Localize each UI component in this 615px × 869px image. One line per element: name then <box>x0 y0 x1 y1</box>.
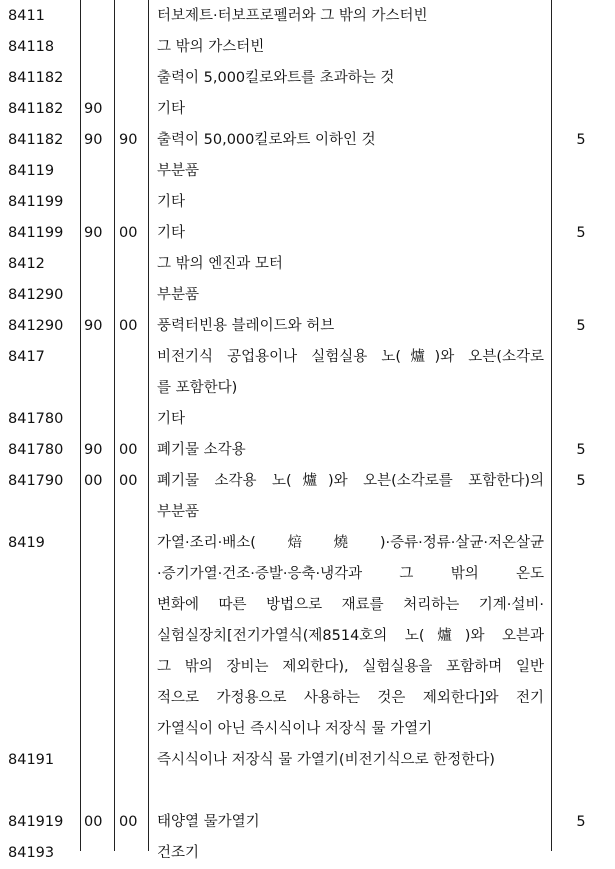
item-description: 실험실장치[전기가열식(제8514호의 노(爐)와 오븐과 <box>157 628 544 644</box>
hs-code: 841290 <box>8 318 64 334</box>
column-divider <box>114 0 115 851</box>
hs-code: 841199 <box>8 225 64 241</box>
item-description: 폐기물 소각용 <box>157 442 246 458</box>
tariff-rate: 5 <box>576 814 586 830</box>
hs-code: 841780 <box>8 411 64 427</box>
sub-code-2: 90 <box>119 132 138 148</box>
hs-code: 84191 <box>8 752 55 768</box>
item-description: 즉시식이나 저장식 물 가열기(비전기식으로 한정한다) <box>157 752 495 768</box>
hs-code: 8411 <box>8 8 45 24</box>
item-description: 풍력터빈용 블레이드와 허브 <box>157 318 335 334</box>
hs-code: 841182 <box>8 70 64 86</box>
item-description: 그 밖의 가스터빈 <box>157 39 265 55</box>
item-description: 부분품 <box>157 163 200 179</box>
item-description: 터보제트·터보프로펠러와 그 밖의 가스터빈 <box>157 8 428 24</box>
item-description: 적으로 가정용으로 사용하는 것은 제외한다]와 전기 <box>157 690 544 706</box>
item-description: 그 밖의 장비는 제외한다), 실험실용을 포함하며 일반 <box>157 659 544 675</box>
hs-code: 841790 <box>8 473 64 489</box>
column-divider <box>80 0 81 851</box>
item-description: 부분품 <box>157 287 200 303</box>
item-description: 출력이 5,000킬로와트를 초과하는 것 <box>157 70 395 86</box>
sub-code-1: 90 <box>84 101 103 117</box>
hs-code: 84118 <box>8 39 55 55</box>
item-description: 가열식이 아닌 즉시식이나 저장식 물 가열기 <box>157 721 433 737</box>
hs-code: 841182 <box>8 132 64 148</box>
tariff-rate: 5 <box>576 132 586 148</box>
item-description: 기타 <box>157 101 186 117</box>
tariff-rate: 5 <box>576 442 586 458</box>
item-description: 기타 <box>157 225 186 241</box>
item-description: 기타 <box>157 411 186 427</box>
hs-code: 841780 <box>8 442 64 458</box>
sub-code-2: 00 <box>119 814 138 830</box>
sub-code-2: 00 <box>119 473 138 489</box>
hs-code: 841919 <box>8 814 64 830</box>
item-description: 비전기식 공업용이나 실험실용 노(爐)와 오븐(소각로 <box>157 349 544 365</box>
item-description: 부분품 <box>157 504 200 520</box>
sub-code-1: 00 <box>84 814 103 830</box>
hs-code: 841199 <box>8 194 64 210</box>
sub-code-1: 00 <box>84 473 103 489</box>
hs-code: 841290 <box>8 287 64 303</box>
item-description: 폐기물 소각용 노(爐)와 오븐(소각로를 포함한다)의 <box>157 473 544 489</box>
item-description: 를 포함한다) <box>157 380 238 396</box>
tariff-rate: 5 <box>576 473 586 489</box>
hs-code: 8419 <box>8 535 45 551</box>
hs-code: 8417 <box>8 349 45 365</box>
sub-code-2: 00 <box>119 225 138 241</box>
tariff-rate: 5 <box>576 225 586 241</box>
hs-code: 8412 <box>8 256 45 272</box>
sub-code-2: 00 <box>119 442 138 458</box>
hs-code: 84119 <box>8 163 55 179</box>
sub-code-1: 90 <box>84 132 103 148</box>
sub-code-1: 90 <box>84 225 103 241</box>
tariff-rate: 5 <box>576 318 586 334</box>
hs-code: 841182 <box>8 101 64 117</box>
item-description: 기타 <box>157 194 186 210</box>
item-description: ·증기가열·건조·증발·응축·냉각과 그 밖의 온도 <box>157 566 544 582</box>
item-description: 태양열 물가열기 <box>157 814 260 830</box>
sub-code-2: 00 <box>119 318 138 334</box>
column-divider <box>148 0 149 851</box>
item-description: 그 밖의 엔진과 모터 <box>157 256 283 272</box>
column-divider <box>551 0 552 851</box>
sub-code-1: 90 <box>84 442 103 458</box>
item-description: 건조기 <box>157 845 200 861</box>
item-description: 가열·조리·배소(焙燒)·증류·정류·살균·저온살균 <box>157 535 544 551</box>
sub-code-1: 90 <box>84 318 103 334</box>
item-description: 변화에 따른 방법으로 재료를 처리하는 기계·설비· <box>157 597 544 613</box>
hs-code: 84193 <box>8 845 55 861</box>
item-description: 출력이 50,000킬로와트 이하인 것 <box>157 132 376 148</box>
